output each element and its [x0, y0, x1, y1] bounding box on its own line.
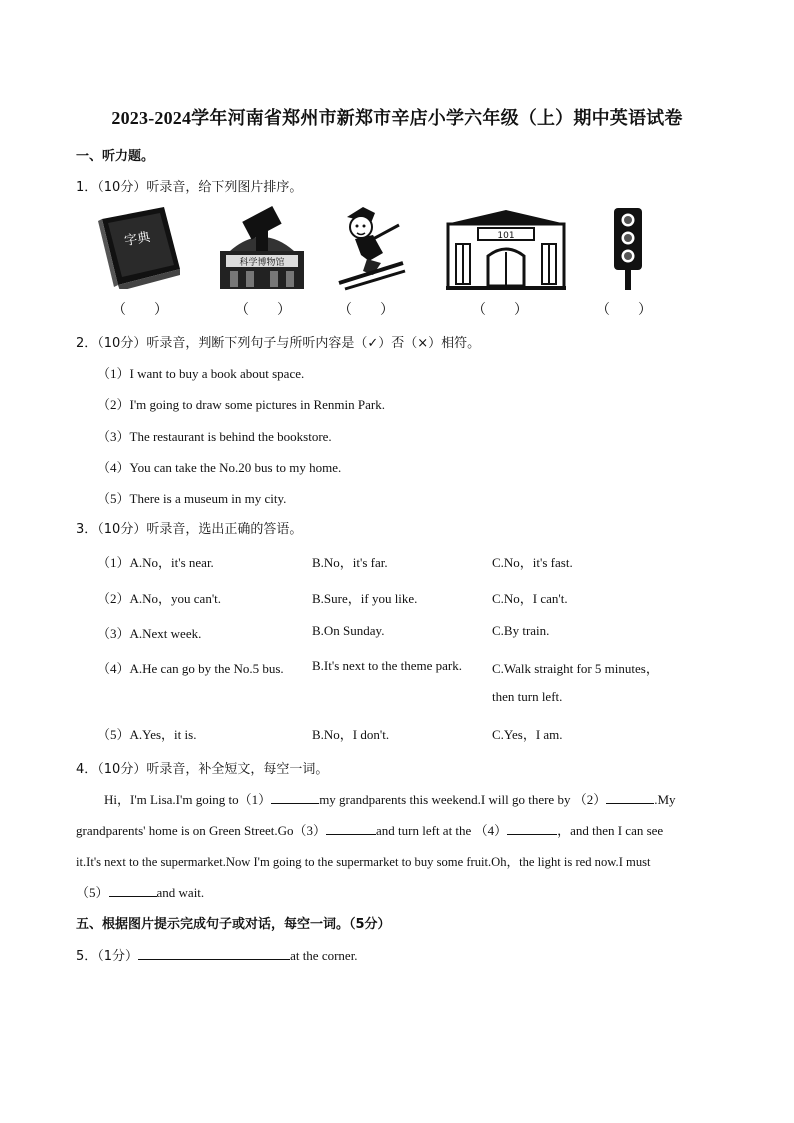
q3-row1-option-a: （1）A.No，it's near. [97, 555, 214, 570]
question-4-text: （10分）听录音，补全短文，每空一词。 [97, 762, 329, 777]
passage-line-3: it.It's next to the supermarket.Now I'm going to the supermarket to buy some fruit.Oh，the light is red now.I must [76, 855, 651, 869]
science-museum-image [216, 203, 308, 291]
question-5-tail: at the corner. [290, 948, 358, 963]
question-2-item-1: （1）I want to buy a book about space. [97, 366, 305, 381]
section-5-heading: 五、根据图片提示完成句子或对话，每空一词。（5分） [76, 917, 391, 932]
passage-line-2 [76, 820, 663, 839]
passage-text: my grandparents this weekend.I will go there by （2） [319, 792, 607, 807]
passage-text: grandparents' home is on Green Street.Go（3） [76, 823, 327, 838]
question-2-text: （10分）听录音，判断下列句子与所听内容是（✓）否（×）相符。 [97, 336, 481, 351]
museum-label: 科学博物馆 [239, 258, 285, 268]
exam-title: 2023-2024学年河南省郑州市新郑市辛店小学六年级（上）期中英语试卷 [111, 108, 683, 128]
passage-text: .My [654, 792, 676, 807]
answer-paren-1: （ ） [112, 302, 168, 318]
q3-row4-option-c-continued: then turn left. [492, 689, 563, 704]
q3-row3-option-a: （3）A.Next week. [97, 626, 202, 641]
q3-row5-option-a: （5）A.Yes，it is. [97, 727, 197, 742]
passage-text: ，and then I can see [557, 823, 664, 838]
question-3-number: 3． [76, 522, 98, 537]
blank-4[interactable] [507, 822, 557, 835]
passage-text: （5） [76, 885, 109, 900]
question-1 [76, 176, 302, 195]
q3-row4-option-b: B.It's next to the theme park. [312, 658, 463, 673]
q3-row1-option-b: B.No，it's far. [312, 555, 388, 570]
q3-row5-option-b: B.No，I don't. [312, 727, 390, 742]
answer-paren-4: （ ） [472, 302, 528, 318]
blank-3[interactable] [326, 822, 376, 835]
dictionary-image [94, 205, 184, 289]
blank-5[interactable] [109, 884, 157, 897]
question-5-blank[interactable] [138, 947, 290, 960]
traffic-light-image [610, 206, 646, 290]
answer-paren-2: （ ） [235, 302, 291, 318]
section-1-heading: 一、听力题。 [76, 149, 155, 164]
passage-text: and turn left at the （4） [376, 823, 508, 838]
question-2-item-3: （3）The restaurant is behind the bookstore. [97, 429, 332, 444]
building-sign: 101 [497, 231, 515, 241]
question-5 [76, 945, 358, 964]
skiing-boy-image [333, 205, 409, 291]
question-2 [76, 332, 480, 351]
question-4-number: 4． [76, 762, 98, 777]
q3-row4-option-a: （4）A.He can go by the No.5 bus. [97, 661, 284, 676]
q3-row5-option-c: C.Yes，I am. [492, 727, 563, 742]
answer-paren-3: （ ） [338, 302, 394, 318]
question-1-text: （10分）听录音，给下列图片排序。 [97, 180, 303, 195]
question-3 [76, 518, 302, 537]
q3-row3-option-c: C.By train. [492, 623, 550, 638]
answer-paren-5: （ ） [596, 302, 652, 318]
blank-2[interactable] [606, 791, 654, 804]
passage-line-4 [76, 882, 204, 901]
question-2-item-2: （2）I'm going to draw some pictures in Renmin Park. [97, 397, 385, 412]
blank-1[interactable] [271, 791, 319, 804]
passage-line-1 [104, 789, 676, 808]
passage-text: Hi，I'm Lisa.I'm going to（1） [104, 792, 272, 807]
q3-row2-option-b: B.Sure，if you like. [312, 591, 418, 606]
question-5-number: 5． [76, 949, 98, 964]
building-image [444, 208, 568, 290]
dictionary-label: 字典 [123, 229, 152, 250]
question-2-number: 2． [76, 336, 98, 351]
passage-text: and wait. [156, 885, 205, 900]
q3-row2-option-a: （2）A.No，you can't. [97, 591, 222, 606]
question-4 [76, 758, 328, 777]
question-2-item-4: （4）You can take the No.20 bus to my home. [97, 460, 342, 475]
question-5-text: （1分） [97, 949, 139, 964]
q3-row2-option-c: C.No，I can't. [492, 591, 568, 606]
q3-row3-option-b: B.On Sunday. [312, 623, 385, 638]
q3-row4-option-c: C.Walk straight for 5 minutes， [492, 661, 659, 676]
q3-row1-option-c: C.No，it's fast. [492, 555, 573, 570]
question-2-item-5: （5）There is a museum in my city. [97, 491, 287, 506]
question-1-number: 1． [76, 180, 98, 195]
question-3-text: （10分）听录音，选出正确的答语。 [97, 522, 303, 537]
